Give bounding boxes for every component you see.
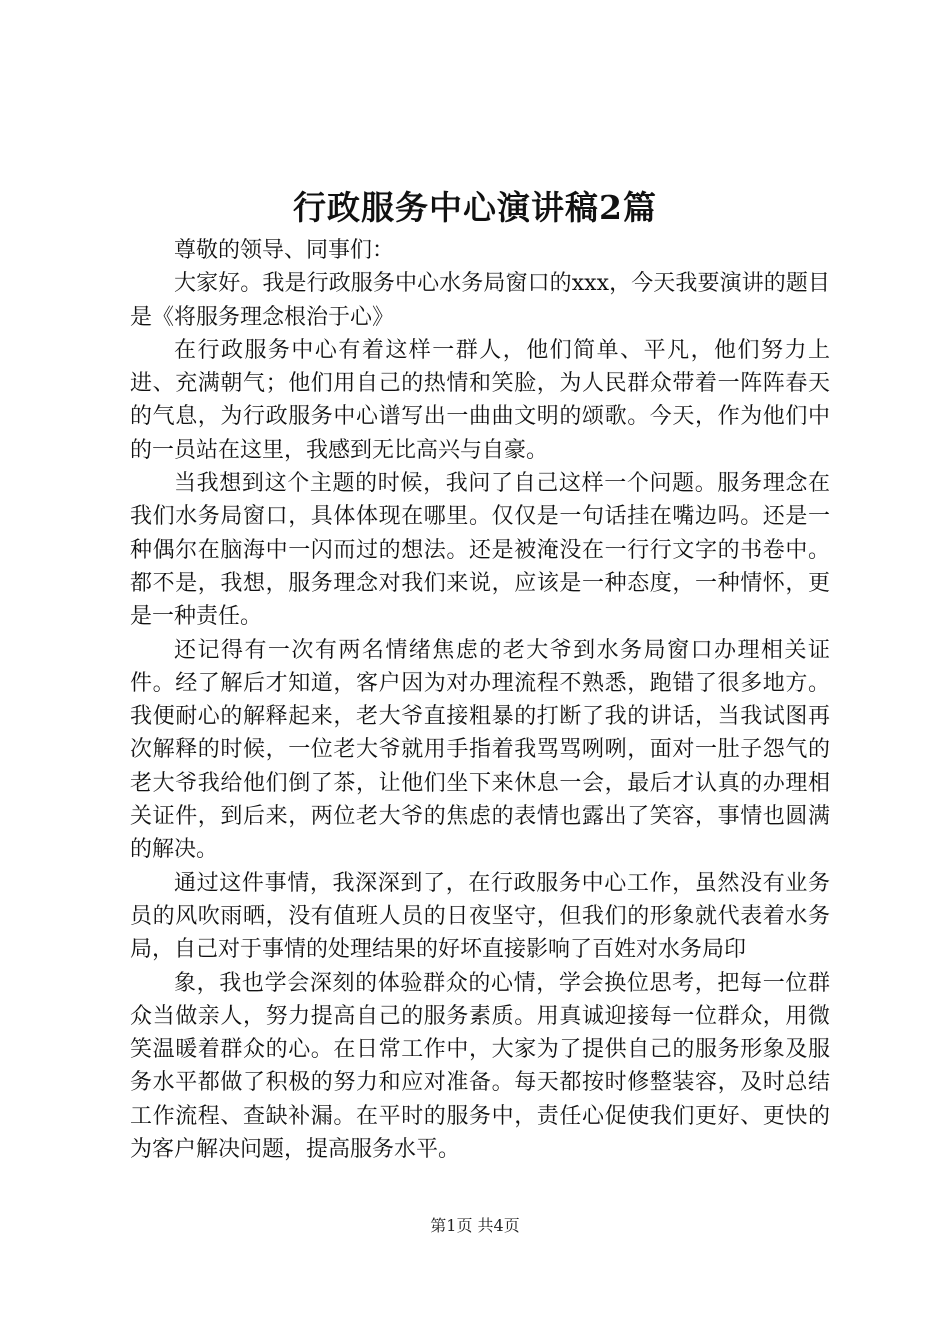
paragraph-salutation: 尊敬的领导、同事们： — [174, 238, 395, 263]
paragraph-greeting: 大家好。我是行政服务中心水务局窗口的xxx，今天我要演讲的题目是《将服务理念根治于心》 — [130, 271, 830, 330]
paragraph-reflection: 通过这件事情，我深深到了，在行政服务中心工作，虽然没有业务员的风吹雨晒，没有值班人员的日夜坚守，但我们的形象就代表着水务局，自己对于事情的处理结果的好坏直接影响了百姓对水务局印 — [130, 870, 830, 963]
paragraph-conclusion: 象，我也学会深刻的体验群众的心情，学会换位思考，把每一位群众当做亲人，努力提高自己的服务素质。用真诚迎接每一位群众，用微笑温暖着群众的心。在日常工作中，大家为了提供自己的服务形象及服务水平都做了积极的努力和应对准备。每天都按时修整装容，及时总结工作流程、查缺补漏。在平时的服务中，责任心促使我们更好、更快的为客户解决问题，提高服务水平。 — [130, 970, 830, 1163]
paragraph-introduction: 在行政服务中心有着这样一群人，他们简单、平凡，他们努力上进、充满朝气；他们用自己的热情和笑脸，为人民群众带着一阵阵春天的气息，为行政服务中心谱写出一曲曲文明的颂歌。今天，作为他们中的一员站在这里，我感到无比高兴与自豪。 — [130, 337, 830, 463]
paragraph-service-concept: 当我想到这个主题的时候，我问了自己这样一个问题。服务理念在我们水务局窗口，具体体现在哪里。仅仅是一句话挂在嘴边吗。还是一种偶尔在脑海中一闪而过的想法。还是被淹没在一行行文字的书卷中。都不是，我想，服务理念对我们来说，应该是一种态度，一种情怀，更是一种责任。 — [130, 471, 830, 630]
document-body — [130, 234, 830, 1166]
document-title: 行政服务中心演讲稿2篇 — [293, 188, 657, 227]
page-number-footer: 第1页 共4页 — [430, 1216, 520, 1235]
paragraph-story: 还记得有一次有两名情绪焦虑的老大爷到水务局窗口办理相关证件。经了解后才知道，客户因为对办理流程不熟悉，跑错了很多地方。我便耐心的解释起来，老大爷直接粗暴的打断了我的讲话，当我试图再次解释的时候，一位老大爷就用手指着我骂骂咧咧，面对一肚子怨气的老大爷我给他们倒了茶，让他们坐下来休息一会，最后才认真的办理相关证件，到后来，两位老大爷的焦虑的表情也露出了笑容，事情也圆满的解决。 — [130, 637, 830, 863]
